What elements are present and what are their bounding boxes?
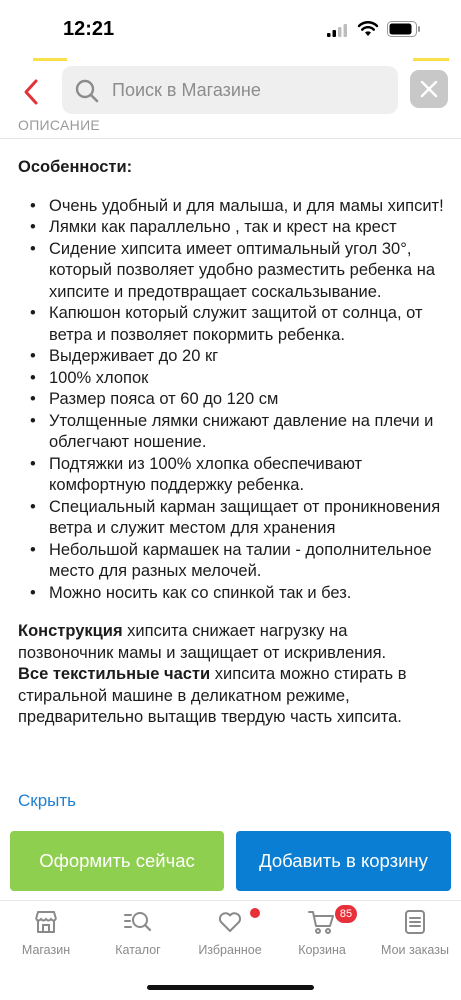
tab-catalog[interactable] — [92, 901, 184, 971]
tab-favorites[interactable] — [184, 901, 276, 971]
tab-store[interactable] — [0, 901, 92, 971]
features-list — [18, 196, 446, 605]
banner-strip — [33, 58, 67, 61]
tab-label: Каталог — [115, 943, 161, 957]
construction-paragraph — [18, 621, 446, 729]
back-arrow-icon — [18, 76, 46, 108]
divider — [0, 138, 461, 139]
feature-item: • Можно носить как со спинкой так и без. — [18, 583, 446, 605]
feature-item: • Утолщенные лямки снижают давление на плечи и облегчают ношение. — [18, 411, 446, 454]
feature-item: • 100% хлопок — [18, 368, 446, 390]
search-input[interactable] — [62, 66, 398, 114]
construction-text: хипсита снижает нагрузку на позвоночник мамы и защищает от искривления. — [18, 622, 387, 662]
notification-dot — [250, 908, 260, 918]
orders-icon — [402, 909, 428, 935]
tab-label: Мои заказы — [381, 943, 449, 957]
signal-icon — [327, 24, 347, 37]
close-icon — [419, 79, 439, 99]
search-placeholder: Поиск в Магазине — [112, 80, 261, 100]
catalog-search-icon — [123, 909, 153, 935]
feature-item: • Размер пояса от 60 до 120 см — [18, 389, 446, 411]
textile-text: хипсита можно стирать в стиральной машине в деликатном режиме, предварительно вытащив твердую часть хипсита. — [18, 665, 407, 726]
heart-icon — [217, 909, 243, 935]
tab-orders[interactable] — [369, 901, 461, 971]
banner-strip — [413, 58, 449, 61]
tab-label: Избранное — [198, 943, 262, 957]
textile-bold: Все текстильные части — [18, 665, 211, 683]
top-header — [0, 62, 461, 118]
status-time: 12:21 — [63, 18, 115, 40]
battery-icon — [387, 21, 421, 37]
close-button[interactable] — [410, 70, 448, 108]
feature-item: • Сидение хипсита имеет оптимальный угол 30°, который позволяет удобно разместить ребенка на хипсите и предотвращает соскальзывание. — [18, 239, 446, 304]
cart-badge: 85 — [335, 905, 357, 923]
feature-item: • Капюшон который служит защитой от солнца, от ветра и позволяет покормить ребенка. — [18, 303, 446, 346]
add-to-cart-button[interactable]: Добавить в корзину — [236, 831, 451, 891]
feature-item: • Подтяжки из 100% хлопка обеспечивают комфортную поддержку ребенка. — [18, 454, 446, 497]
feature-item: • Выдерживает до 20 кг — [18, 346, 446, 368]
construction-bold: Конструкция — [18, 622, 123, 640]
hide-link[interactable]: Скрыть — [18, 791, 77, 810]
search-icon — [74, 78, 100, 104]
section-title: ОПИСАНИЕ — [18, 117, 101, 133]
store-icon — [33, 909, 59, 935]
back-button[interactable] — [18, 76, 46, 108]
feature-item: • Небольшой кармашек на талии - дополнительное место для разных мелочей. — [18, 540, 446, 583]
tab-cart[interactable] — [276, 901, 368, 971]
features-title: Особенности: — [18, 158, 133, 176]
cart-icon — [308, 909, 336, 935]
tab-label: Корзина — [298, 943, 346, 957]
tab-label: Магазин — [21, 943, 71, 957]
home-indicator[interactable] — [147, 985, 314, 990]
wifi-icon — [357, 20, 379, 37]
feature-item: • Специальный карман защищает от проникновения ветра и служит местом для хранения — [18, 497, 446, 540]
feature-item: • Очень удобный и для малыша, и для мамы хипсит! — [18, 196, 446, 218]
description — [18, 157, 446, 729]
status-bar — [0, 0, 461, 62]
checkout-button[interactable]: Оформить сейчас — [10, 831, 224, 891]
feature-item: • Лямки как параллельно , так и крест на крест — [18, 217, 446, 239]
